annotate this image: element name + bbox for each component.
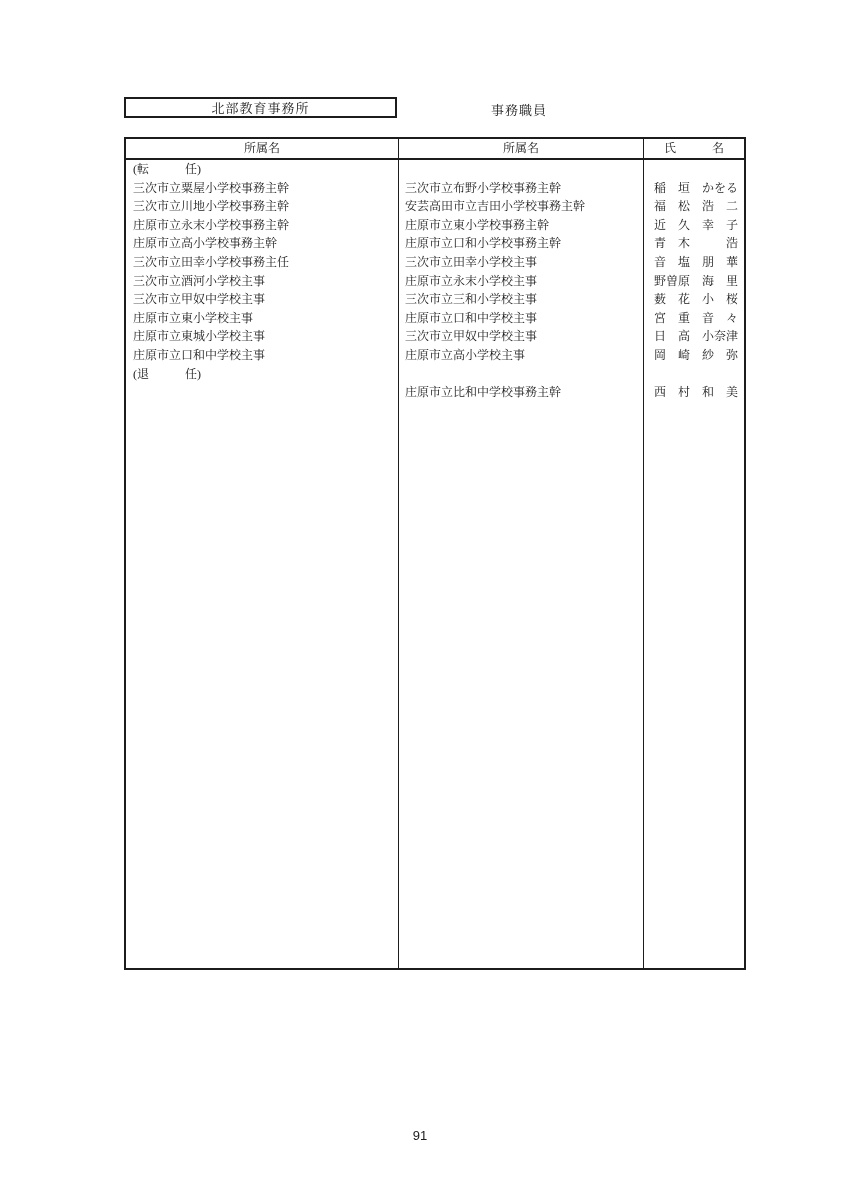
table-row (126, 197, 744, 216)
cell-from: (転 任) (126, 160, 399, 179)
cell-to: 庄原市立口和小学校事務主幹 (399, 234, 644, 253)
table-row (126, 216, 744, 235)
table-body-rows (126, 160, 744, 968)
cell-to (399, 160, 644, 179)
table-row (126, 327, 744, 346)
cell-from: 庄原市立東城小学校主事 (126, 327, 399, 346)
cell-to (399, 402, 644, 968)
cell-to: 三次市立田幸小学校主事 (399, 253, 644, 272)
cell-from: 庄原市立口和中学校主事 (126, 346, 399, 365)
cell-from: (退 任) (126, 365, 399, 384)
table-row (126, 346, 744, 365)
cell-to: 庄原市立高小学校主事 (399, 346, 644, 365)
table-row (126, 402, 744, 968)
cell-name: 日 高 小奈津 (654, 329, 739, 344)
cell-name (644, 365, 744, 384)
cell-from: 三次市立酒河小学校主事 (126, 272, 399, 291)
cell-to: 庄原市立永末小学校主事 (399, 272, 644, 291)
staff-category-label: 事務職員 (490, 103, 547, 118)
cell-from: 庄原市立高小学校事務主幹 (126, 234, 399, 253)
cell-to: 安芸高田市立吉田小学校事務主幹 (399, 197, 644, 216)
cell-to (399, 365, 644, 384)
table-row (126, 234, 744, 253)
page-number: 91 (412, 1128, 428, 1143)
cell-from: 庄原市立東小学校主事 (126, 309, 399, 328)
header-affiliation-old: 所属名 (126, 139, 399, 158)
cell-from: 三次市立甲奴中学校主事 (126, 290, 399, 309)
cell-to: 庄原市立比和中学校事務主幹 (399, 383, 644, 402)
cell-name: 稲 垣 かをる (654, 180, 739, 195)
cell-to: 庄原市立東小学校事務主幹 (399, 216, 644, 235)
office-name-box (124, 97, 397, 118)
cell-to: 庄原市立口和中学校主事 (399, 309, 644, 328)
cell-name: 野曽原 海 里 (654, 273, 739, 288)
header-affiliation-new: 所属名 (399, 139, 644, 158)
table-row (126, 309, 744, 328)
table-row (126, 160, 744, 179)
cell-name: 福 松 浩 二 (654, 199, 739, 214)
cell-name: 宮 重 音 々 (654, 310, 739, 325)
cell-name: 岡 崎 紗 弥 (654, 347, 739, 362)
table-row (126, 383, 744, 402)
cell-name: 音 塩 朋 華 (654, 254, 739, 269)
cell-from: 三次市立川地小学校事務主幹 (126, 197, 399, 216)
table-header-row (126, 139, 744, 160)
cell-name: 青 木 浩 (654, 236, 739, 251)
cell-from: 三次市立田幸小学校事務主任 (126, 253, 399, 272)
cell-to: 三次市立三和小学校主事 (399, 290, 644, 309)
cell-to: 三次市立甲奴中学校主事 (399, 327, 644, 346)
table-row (126, 272, 744, 291)
cell-name: 西 村 和 美 (654, 385, 739, 400)
table-row (126, 179, 744, 198)
office-name-label: 北部教育事務所 (211, 101, 310, 116)
cell-name: 近 久 幸 子 (654, 217, 739, 232)
table-row (126, 253, 744, 272)
cell-from (126, 383, 399, 402)
cell-from: 三次市立粟屋小学校事務主幹 (126, 179, 399, 198)
cell-name (644, 402, 744, 968)
cell-to: 三次市立布野小学校事務主幹 (399, 179, 644, 198)
cell-from (126, 402, 399, 968)
cell-from: 庄原市立永末小学校事務主幹 (126, 216, 399, 235)
cell-name: 薮 花 小 桜 (654, 292, 739, 307)
table-row (126, 290, 744, 309)
cell-name (644, 160, 744, 179)
header-name: 氏 名 (663, 141, 724, 155)
table-row (126, 365, 744, 384)
personnel-table (124, 137, 746, 970)
